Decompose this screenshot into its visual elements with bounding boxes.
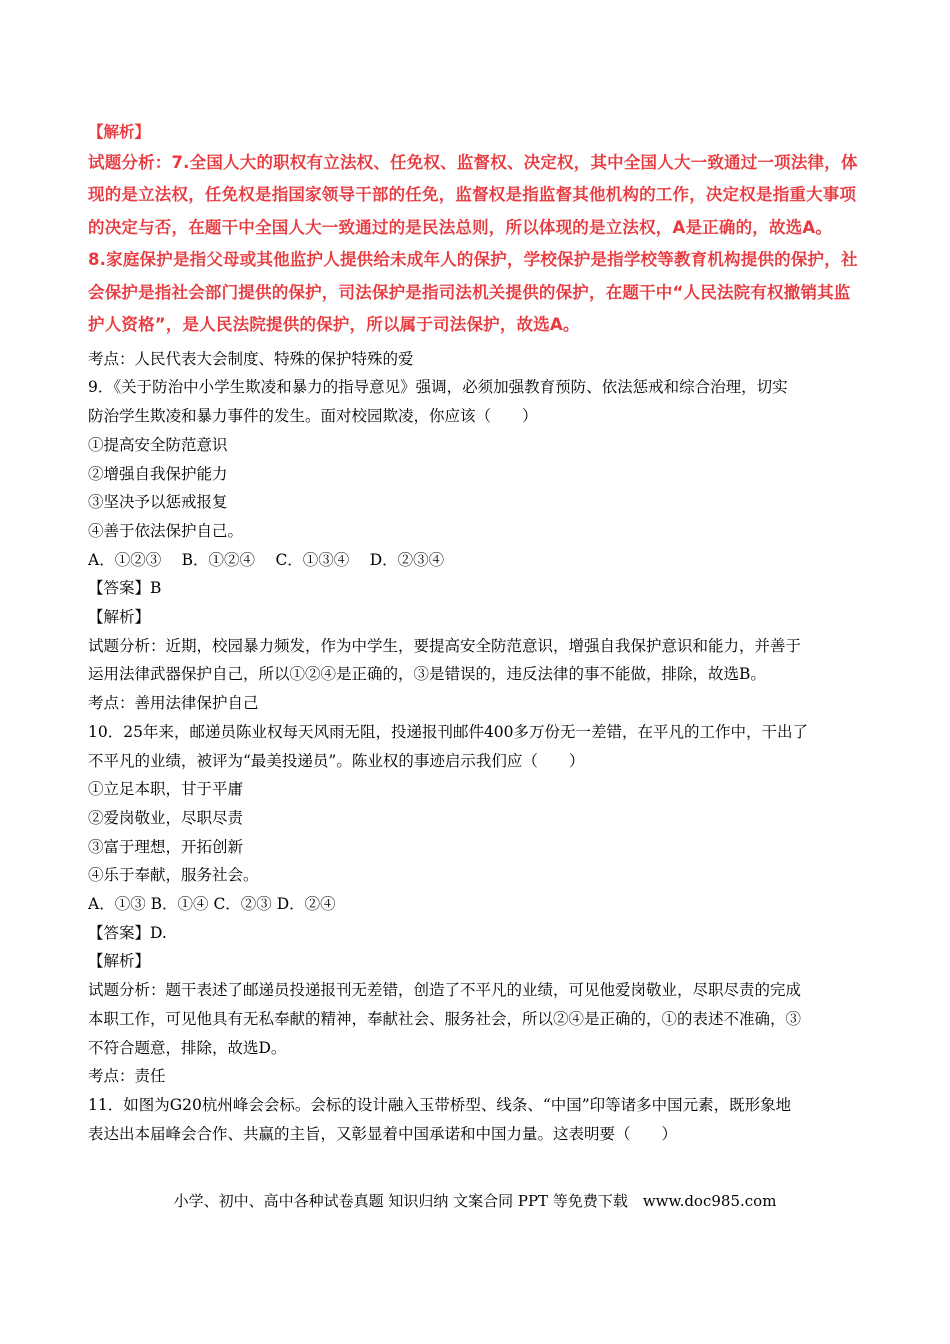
text-line: 试题分析：近期，校园暴力频发，作为中学生，要提高安全防范意识，增强自我保护意识和能力，并善于 xyxy=(88,636,802,655)
text-line: 防治学生欺凌和暴力事件的发生。面对校园欺凌，你应该（ ） xyxy=(88,407,538,426)
text-line: 【解析】 xyxy=(88,952,151,971)
text-line: 9．《关于防治中小学生欺凌和暴力的指导意见》强调，必须加强教育预防、依法惩戒和综合治理，切实 xyxy=(88,378,788,397)
analysis-header: 【解析】 xyxy=(88,122,151,141)
text-line: 考点：责任 xyxy=(88,1067,166,1086)
highlighted-analysis xyxy=(88,147,868,342)
text-line: 【答案】B xyxy=(88,579,162,598)
text-line: 表达出本届峰会合作、共赢的主旨，又彰显着中国承诺和中国力量。这表明要（ ） xyxy=(88,1124,678,1143)
red-line: 的决定与否，在题干中全国人大一致通过的是民法总则，所以体现的是立法权，A是正确的，故选A。 xyxy=(88,217,833,237)
text-line: 不平凡的业绩，被评为“最美投递员”。陈业权的事迹启示我们应（ ） xyxy=(88,751,585,770)
body-text xyxy=(88,345,868,1149)
text-line: ④善于依法保护自己。 xyxy=(88,521,244,540)
text-line: 本职工作，可见他具有无私奉献的精神，奉献社会、服务社会，所以②④是正确的，①的表述不准确，③ xyxy=(88,1009,802,1028)
page-footer: 小学、初中、高中各种试卷真题 知识归纳 文案合同 PPT 等免费下载 www.doc985.com xyxy=(173,1192,777,1210)
text-line: 试题分析：题干表述了邮递员投递报刊无差错，创造了不平凡的业绩，可见他爱岗敬业，尽职尽责的完成 xyxy=(88,981,802,1000)
text-line: 11．如图为G20杭州峰会会标。会标的设计融入玉带桥型、线条、“中国”印等诸多中国元素，既形象地 xyxy=(88,1095,792,1114)
text-line: 运用法律武器保护自己，所以①②④是正确的，③是错误的，违反法律的事不能做，排除，故选B。 xyxy=(88,665,766,684)
text-line: ③富于理想，开拓创新 xyxy=(88,837,244,856)
text-line: ②增强自我保护能力 xyxy=(88,464,228,483)
text-line: A．①②③ B．①②④ C．①③④ D．②③④ xyxy=(88,550,445,569)
text-line: ①立足本职，甘于平庸 xyxy=(88,780,244,799)
text-line: ①提高安全防范意识 xyxy=(88,435,228,454)
red-line: 8.家庭保护是指父母或其他监护人提供给未成年人的保护，学校保护是指学校等教育机构提供的保护，社 xyxy=(88,250,858,270)
text-line: 10．25年来，邮递员陈业权每天风雨无阻，投递报刊邮件400多万份无一差错，在平凡的工作中，干出了 xyxy=(88,722,809,741)
text-line: 【答案】D. xyxy=(88,923,167,942)
text-line: 考点：善用法律保护自己 xyxy=(88,694,259,713)
text-line: ④乐于奉献，服务社会。 xyxy=(88,866,259,885)
text-line: ②爱岗敬业，尽职尽责 xyxy=(88,808,244,827)
text-line: 不符合题意，排除，故选D。 xyxy=(88,1038,287,1057)
red-line: 护人资格”，是人民法院提供的保护，所以属于司法保护，故选A。 xyxy=(88,315,580,335)
text-line: 考点：人民代表大会制度、特殊的保护特殊的爱 xyxy=(88,349,414,368)
text-line: 【解析】 xyxy=(88,608,151,627)
red-line: 会保护是指社会部门提供的保护，司法保护是指司法机关提供的保护，在题干中“人民法院有权撤销其监 xyxy=(88,282,851,302)
red-line: 试题分析：7.全国人大的职权有立法权、任免权、监督权、决定权，其中全国人大一致通过一项法律，体 xyxy=(88,152,858,172)
text-line: A．①③ B．①④ C．②③ D．②④ xyxy=(88,895,336,914)
page-content xyxy=(88,118,868,1148)
text-line: ③坚决予以惩戒报复 xyxy=(88,493,228,512)
red-line: 现的是立法权，任免权是指国家领导干部的任免，监督权是指监督其他机构的工作，决定权是指重大事项 xyxy=(88,185,857,205)
